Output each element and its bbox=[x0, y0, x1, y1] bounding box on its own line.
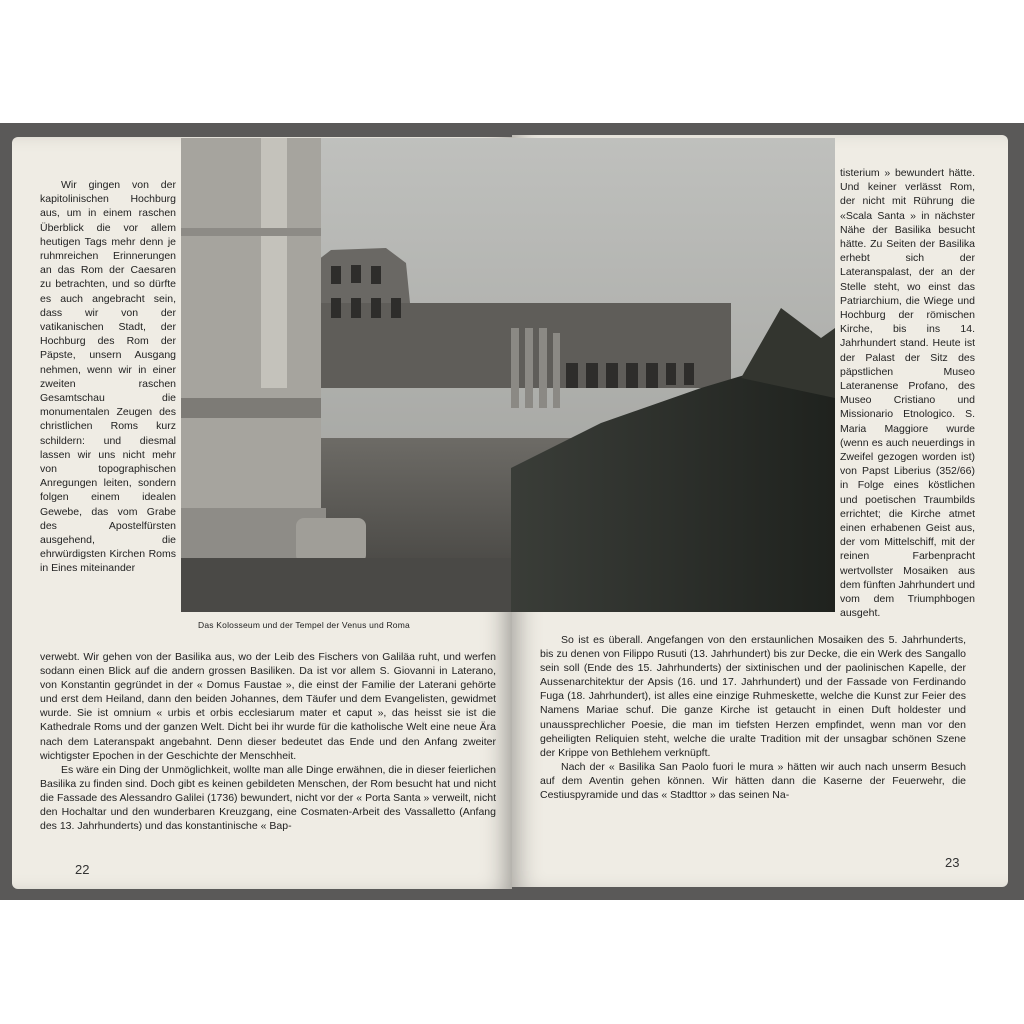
left-sidebar-column bbox=[40, 178, 176, 576]
right-sidebar-column bbox=[840, 166, 975, 621]
colosseum-photo bbox=[181, 138, 835, 612]
left-body-paragraph-2: Es wäre ein Ding der Unmöglichkeit, wollte man alle Dinge erwähnen, die in dieser feierlichen Basilika zu finden sind. Doch gibt es keinen gebildeten Menschen, der Rom besucht hat und nicht die Fassade des Alessandro Galilei (1736) bewundert, nicht vor der « Porta Santa » verweilt, nicht den Hochaltar und den wunderbaren Kreuzgang, eine Cosmaten-Arbeit des Vassalletto (Anfang des 13. Jahrhunderts) und das konstantinische « Bap- bbox=[40, 763, 496, 833]
right-body-text bbox=[540, 633, 966, 802]
right-sidebar-text: tisterium » bewundert hätte. Und keiner verlässt Rom, der nicht mit Rührung die «Scala Santa » in nächster Nähe der Basilika besucht hätte. Zu Seiten der Basilika erhebt sich der Lateranspalast, der an der Stelle steht, wo einst das Patriarchium, die Wiege und Hochburg der römischen Kirche, bis ins 14. Jahrhundert stand. Heute ist der Palast der Sitz des päpstlichen Museo Lateranense Profano, des Museo Cristiano und Missionario Etnologico. S. Maria Maggiore wurde (wenn es auch neuerdings in Zweifel gezogen worden ist) von Papst Liberius (352/66) in Folge eines köstlichen und poetischen Traumbilds errichtet; die Kirche atmet einen erhabenen Geist aus, der vom Mittelschiff, mit der reinen Farbenpracht wertvollster Mosaiken aus dem fünften Jahrhundert und vom dem Triumphbogen ausgeht. bbox=[840, 167, 975, 620]
page-number-right: 23 bbox=[945, 855, 960, 870]
left-body-text bbox=[40, 650, 496, 833]
left-sidebar-text: Wir gingen von der kapitolinischen Hochburg aus, um in einem raschen Überblick die vor allem heutigen Tags mehr denn je ruhmreichen Erinnerungen an das Rom der Caesaren zu betrachten, und so dürfte es auch angebracht sein, dass wir von der vatikanischen Stadt, der Hochburg des Rom der Päpste, unsern Ausgang nehmen, wenn wir in einer zweiten raschen Gesamtschau die monumentalen Zeugen des christlichen Roms kurz schildern: und diesmal lassen wir uns nicht mehr von topographischen Anregungen leiten, sondern folgen einem idealen Gewebe, das vom Grabe des Apostelfürsten ausgehend, die ehrwürdigsten Kirchen Roms in Eines miteinander bbox=[40, 179, 176, 575]
right-body-paragraph-1: So ist es überall. Angefangen von den erstaunlichen Mosaiken des 5. Jahrhunderts, bis zu denen von Filippo Rusuti (13. Jahrhundert) bis zur Decke, die ein Werk des Sangallo sein soll (Ende des 15. Jahrhunderts) der sixtinischen und der paolinischen Kapelle, der Aussenarchitektur der Apsis (16. und 17. Jahrhundert) und der Fassade von Ferdinando Fuga (18. Jahrhundert), ist alles eine einzige Ruhmeskette, welche die Kunst zur Feier des Namens Mariae schuf. Die ganze Kirche ist getaucht in einen Duft holdester und unaussprechlicher Poesie, die man im tiefsten Herzen empfindet, wenn man vor den geheiligten Reliquien steht, welche die uralte Tradition mit der unsagbar schönen Szene der Krippe von Bethlehem verknüpft. bbox=[540, 634, 966, 759]
left-body-paragraph-1: verwebt. Wir gehen von der Basilika aus, wo der Leib des Fischers von Galiläa ruht, und werfen sodann einen Blick auf die andern grossen Basiliken. Da ist vor allem S. Giovanni in Laterano, von Konstantin gegründet in der « Domus Faustae », die einst der Familie der Laterani gehörte und erst dem Heiland, dann den beiden Johannes, dem Täufer und dem Evangelisten, gewidmet wurde. Sie ist omnium « urbis et orbis ecclesiarum mater et caput », das heisst sie ist die Kathedrale Roms und der ganzen Welt. Dicht bei ihr wurde für die katholische Welt eine neue Ära nach dem Lateranspakt angebahnt. Denn dieser bedeutet das Ende und den Anfang zweiter wichtigster Epochen in der Geschichte der Menschheit. bbox=[40, 651, 496, 762]
photo-caption: Das Kolosseum und der Tempel der Venus und Roma bbox=[198, 620, 410, 630]
page-number-left: 22 bbox=[75, 862, 90, 877]
right-body-paragraph-2: Nach der « Basilika San Paolo fuori le mura » hätten wir auch nach unserm Besuch auf dem Aventin gehen können. Wir hätten dann die Kaserne der Feuerwehr, die Cestiuspyramide und das « Stadttor » das seinen Na- bbox=[540, 760, 966, 802]
